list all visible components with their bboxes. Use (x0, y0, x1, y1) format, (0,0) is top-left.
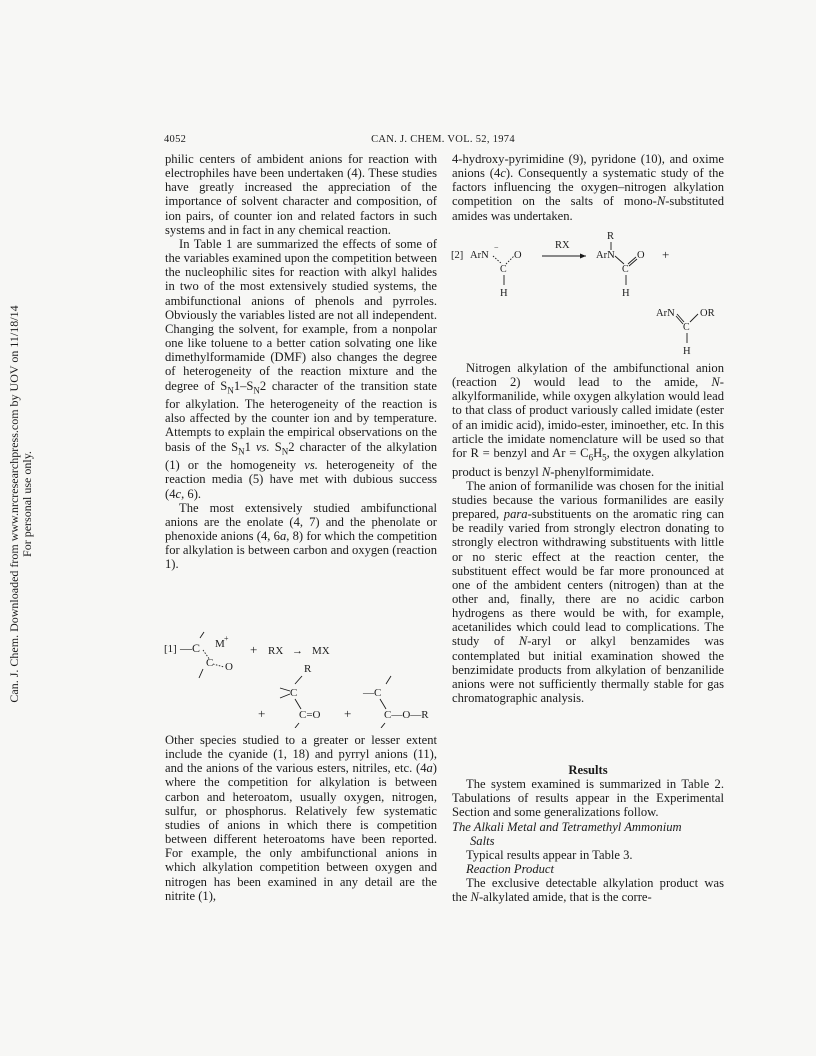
running-header (164, 134, 722, 148)
page-number: 4052 (164, 134, 187, 145)
paragraph: 4-hydroxy-pyrimidine (9), pyridone (10), and oxime anions (4c). Consequently a systematic study of the factors influencing the oxygen–nitrogen alkylation competition on the salts of mono-N-substituted amides was undertaken. (452, 152, 724, 223)
oxygen-label: O (225, 661, 233, 673)
svg-text:OR: OR (700, 308, 715, 319)
results-section (452, 763, 724, 905)
paragraph: The exclusive detectable alkylation product was the N-alkylated amide, that is the corre- (452, 876, 724, 905)
reaction-scheme-1 (162, 630, 447, 728)
paragraph: Typical results appear in Table 3. (466, 847, 633, 862)
svg-text:—C: —C (363, 687, 382, 699)
svg-text:H: H (622, 288, 630, 299)
svg-text:O: O (514, 250, 522, 261)
svg-text:→: → (292, 645, 303, 657)
metal-label: M (215, 638, 225, 650)
svg-text:R: R (607, 231, 615, 242)
section-heading: Results (568, 763, 608, 777)
reaction-scheme-2 (450, 230, 726, 354)
svg-text:+: + (258, 706, 266, 721)
svg-text:ArN: ArN (596, 250, 615, 261)
right-column-upper (452, 152, 724, 223)
svg-text:RX: RX (268, 645, 284, 657)
svg-text:+: + (344, 706, 352, 721)
download-notice-line-1: Can. J. Chem. Downloaded from www.nrcresearchpress.com by UOV on 11/18/14 (7, 305, 21, 703)
svg-text:ArN: ArN (656, 308, 675, 319)
svg-text:ArN: ArN (470, 250, 489, 261)
svg-text:+: + (662, 247, 670, 262)
paragraph: The most extensively studied ambifunctional anions are the enolate (4, 7) and the phenolate or phenoxide anions (4, 6a, 8) for which the competition for alkylation is between carbon and oxygen (reaction 1). (165, 500, 437, 572)
svg-text:H: H (683, 346, 691, 354)
left-column-upper (165, 152, 437, 572)
carbon-label: —C (180, 641, 201, 655)
paragraph: In Table 1 are summarized the effects of some of the variables examined upon the competition between the nucleophilic sites for reaction with alkyl halides in two of the most extensively studied systems, the ambifunctional anions of phenols and pyrroles. Obviously the variables listed are not all independent. Changing the solvent, for example, from a nonpolar one like toluene to a better cation solvating one like dimethylformamide (DMF) also changes the degree of heterogeneity of the reaction mixture and the degree of $S_N1-S_N2$ character of the transition state for alkylation. The heterogeneity of the reaction is also affected by the counter ion and by temperature. Attempts to explain the empirical observations on the basis of the $S_N1$ vs. $S_N2$ character of the alkylation (1) or the homogeneity vs. heterogeneity of the reaction media (5) have met with dubious success (4c, 6). (165, 236, 438, 501)
paragraph: The system examined is summarized in Table 2. Tabulations of results appear in the Experimental Section and some generalizations follow. (452, 777, 724, 820)
svg-text:C=O: C=O (299, 709, 321, 721)
svg-text:+: + (250, 642, 258, 657)
svg-text:C: C (622, 264, 629, 275)
paragraph: The anion of formanilide was chosen for the initial studies because the various formanilides are easily prepared, para-substituents on the aromatic ring can be readily varied from strongly electron donating to strongly electron withdrawing substituents with little or no steric effect at the reaction center, the substituent effect would be far more pronounced at one of the ambident centers (nitrogen) than at the other and, finally, there are no acidic carbon hydrogens as there would be with, for example, acetanilides which could lead to complications. The study of N-aryl or alkyl benzamides was contemplated but initial examination showed the benzimidate products from alkylation of benzanilide anions were not sufficiently thermally stable for gas chromatographic analysis. (452, 478, 724, 706)
scheme-label: [1] (164, 643, 177, 655)
paragraph: Other species studied to a greater or lesser extent include the cyanide (1, 18) and pyrryl anions (11), and the anions of the various esters, nitriles, etc. (4a) where the competition for alkylation is between carbon and heteroatom, usually oxygen, nitrogen, sulfur, or phosphorus. Relatively few systematic studies of anions in which there is competition between different heteroatoms have been reported. For example, the only ambifunctional anions in which alkylation competition between oxygen and nitrogen has been examined in any detail are the nitrite (1), (165, 733, 437, 903)
svg-text:+: + (224, 634, 229, 643)
svg-text:O: O (637, 250, 645, 261)
journal-citation: CAN. J. CHEM. VOL. 52, 1974 (371, 134, 515, 145)
svg-text:RX: RX (555, 240, 570, 251)
paragraph: Nitrogen alkylation of the ambifunctional anion (reaction 2) would lead to the amide, N-alkylformanilide, while oxygen alkylation would lead to that class of product variously called imidate (ester of an imidic acid), imido-ester, iminoether, etc. In this article the imidate nomenclature will be used so that for R = benzyl and $Ar = C_6H_5$, the oxygen alkylation product is benzyl N-phenylformimidate. (452, 361, 725, 479)
left-column-lower (165, 733, 437, 903)
download-notice-text (8, 305, 34, 702)
subsection-heading-continued: Salts (470, 833, 495, 848)
download-notice-line-2: For personal use only. (20, 451, 34, 557)
carbon-label: C (206, 657, 214, 669)
svg-text:C: C (683, 322, 690, 333)
svg-text:R: R (304, 663, 312, 675)
right-column-middle (452, 361, 724, 705)
subsection-heading: Reaction Product (466, 862, 555, 877)
svg-text:C: C (500, 264, 507, 275)
svg-text:MX: MX (312, 645, 330, 657)
subsection-heading: The Alkali Metal and Tetramethyl Ammonium (452, 819, 682, 834)
paragraph: philic centers of ambident anions for reaction with electrophiles have been undertaken (4). These studies have greatly increased the appreciation of the importance of solvent character and composition, of ion pairs, of counter ion and related factors in such systems and in fact in any chemical reaction. (165, 152, 437, 237)
svg-text:C—O—R: C—O—R (384, 709, 429, 721)
scheme-label: [2] (451, 250, 464, 261)
svg-text:H: H (500, 288, 508, 299)
download-notice (2, 305, 40, 703)
svg-text:−: − (494, 243, 499, 252)
svg-text:C: C (290, 687, 298, 699)
